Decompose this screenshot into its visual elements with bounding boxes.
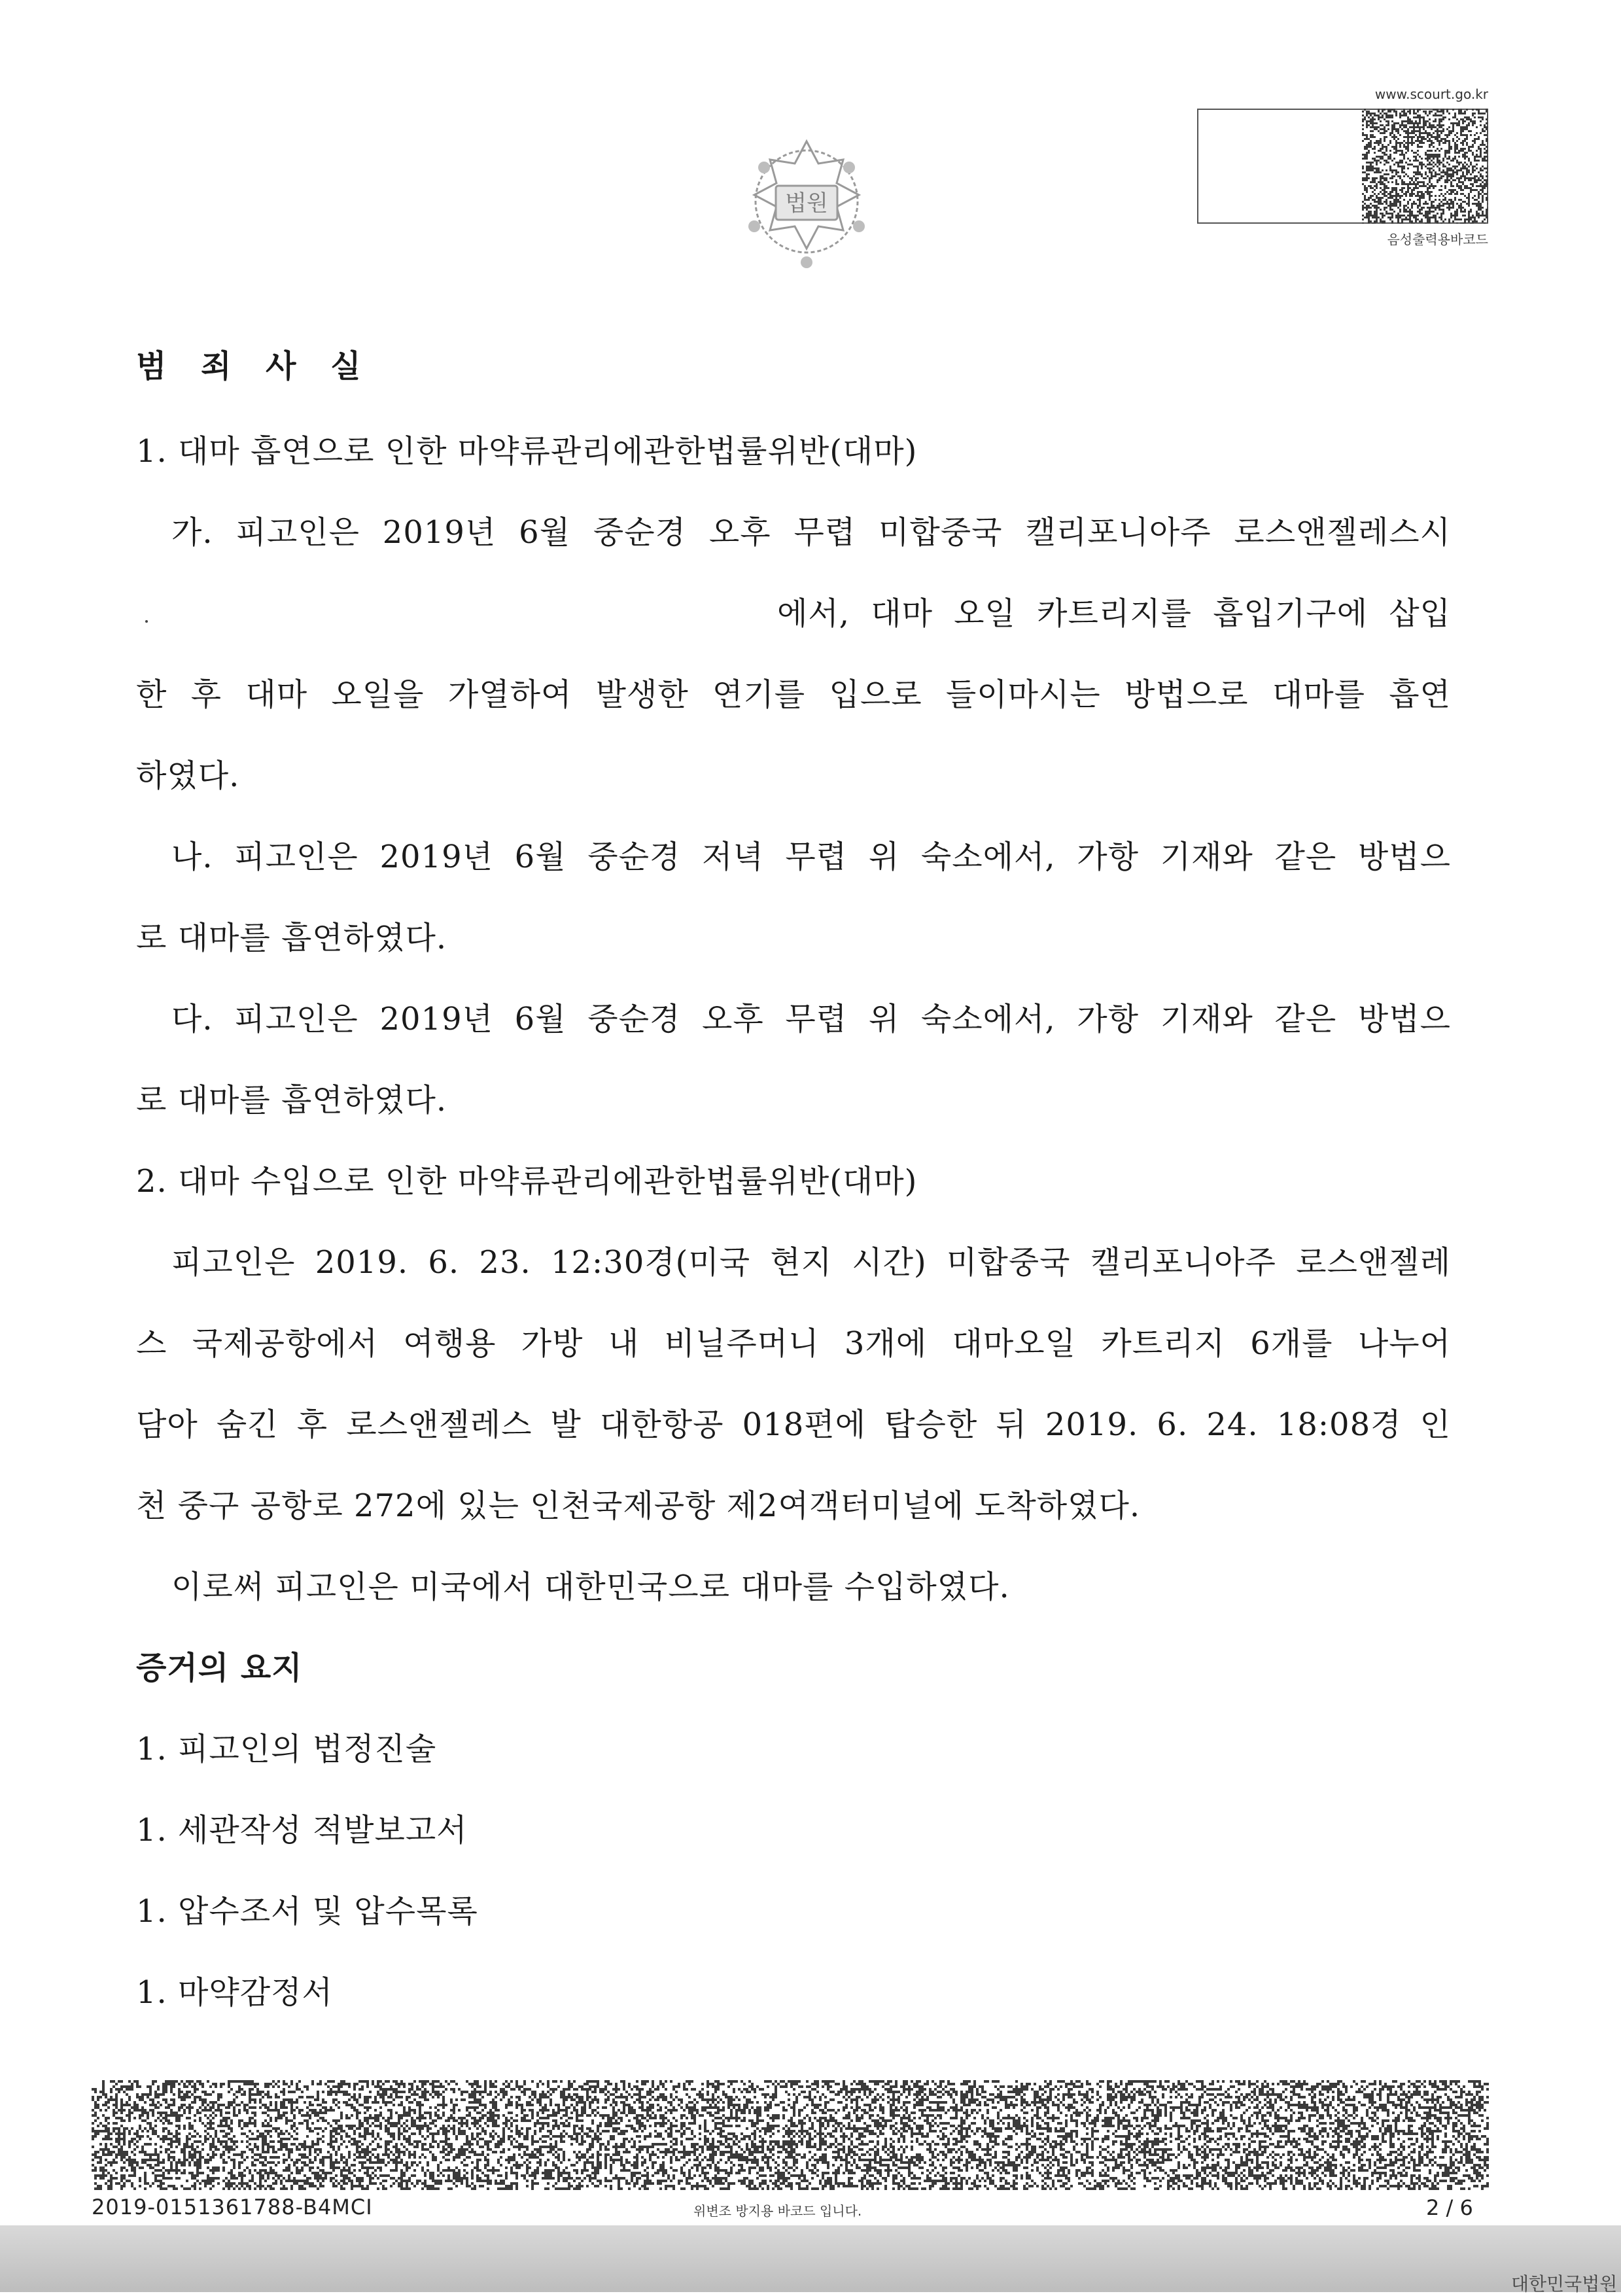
item2-line3: 담아 숨긴 후 로스앤젤레스 발 대한항공 018편에 탑승한 뒤 2019. 6. 24. 18:08경 인 — [136, 1406, 1451, 1443]
item1-ga-line1: 가. 피고인은 2019년 6월 중순경 오후 무렵 미합중국 캘리포니아주 로스앤젤레스시 — [171, 514, 1451, 551]
evidence-item: 1. 세관작성 적발보고서 — [136, 1812, 468, 1849]
item2-line4: 천 중구 공항로 272에 있는 인천국제공항 제2여객터미널에 도착하였다. — [136, 1487, 1141, 1524]
emblem-text: 법원 — [785, 190, 828, 217]
item2-heading: 2. 대마 수입으로 인한 마약류관리에관한법률위반(대마) — [136, 1163, 918, 1200]
item1-da-line1: 다. 피고인은 2019년 6월 중순경 오후 무렵 위 숙소에서, 가항 기재와 같은 방법으 — [171, 1001, 1451, 1037]
item2-line5: 이로써 피고인은 미국에서 대한민국으로 대마를 수입하였다. — [171, 1569, 1010, 1605]
evidence-item: 1. 압수조서 및 압수목록 — [136, 1893, 478, 1930]
item1-ga-line2: 에서, 대마 오일 카트리지를 흡입기구에 삽입 — [777, 595, 1451, 632]
document-id: 2019-0151361788-B4MCI — [92, 2195, 373, 2219]
section-title-evidence: 증거의 요지 — [136, 1650, 303, 1686]
item2-line2: 스 국제공항에서 여행용 가방 내 비닐주머니 3개에 대마오일 카트리지 6개를 나누어 — [136, 1325, 1451, 1362]
item1-na-line2: 로 대마를 흡연하였다. — [136, 920, 447, 956]
item2-line1: 피고인은 2019. 6. 23. 12:30경(미국 현지 시간) 미합중국 캘리포니아주 로스앤젤레 — [171, 1244, 1451, 1281]
item1-ga-line4: 하였다. — [136, 757, 240, 794]
evidence-item: 1. 마약감정서 — [136, 1974, 333, 2011]
site-url: www.scourt.go.kr — [1374, 86, 1488, 102]
bottom-band — [0, 2225, 1621, 2292]
item1-heading: 1. 대마 흡연으로 인한 마약류관리에관한법률위반(대마) — [136, 433, 918, 470]
court-name: 대한민국법원 — [1511, 2273, 1618, 2295]
item1-na-line1: 나. 피고인은 2019년 6월 중순경 저녁 무렵 위 숙소에서, 가항 기재와 같은 방법으 — [171, 839, 1451, 875]
anti-forgery-note: 위변조 방지용 바코드 입니다. — [693, 2203, 862, 2219]
redaction-dot — [145, 620, 148, 623]
page-number: 2 / 6 — [1426, 2195, 1473, 2220]
item1-ga-line3: 한 후 대마 오일을 가열하여 발생한 연기를 입으로 들이마시는 방법으로 대마를 흡연 — [136, 676, 1451, 713]
evidence-item: 1. 피고인의 법정진술 — [136, 1731, 437, 1767]
voice-barcode-label: 음성출력용바코드 — [1387, 232, 1488, 247]
anti-forgery-barcode-icon — [92, 2080, 1489, 2190]
court-emblem-icon — [725, 128, 888, 279]
voice-barcode-icon — [1362, 109, 1488, 224]
section-title-crime-facts: 범 죄 사 실 — [136, 348, 373, 385]
item1-da-line2: 로 대마를 흡연하였다. — [136, 1082, 447, 1119]
